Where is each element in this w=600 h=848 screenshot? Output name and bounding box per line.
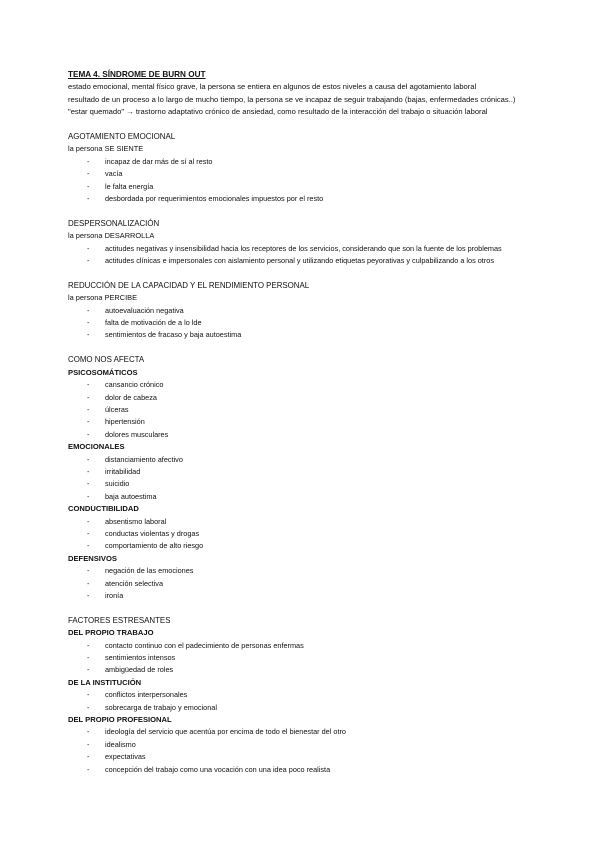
list-item-text: idealismo bbox=[105, 739, 136, 749]
list-item-text: atención selectiva bbox=[105, 578, 164, 588]
list-item bbox=[68, 739, 568, 751]
list-item-text: hipertensión bbox=[105, 417, 145, 427]
list-item bbox=[68, 689, 568, 701]
dash-bullet: - bbox=[87, 491, 90, 501]
group-label: DE LA INSTITUCIÓN bbox=[68, 677, 142, 687]
group-label: CONDUCTIBILIDAD bbox=[68, 504, 139, 514]
list-item-text: úlceras bbox=[105, 404, 129, 414]
dash-bullet: - bbox=[87, 243, 90, 253]
list-item-text: autoevaluación negativa bbox=[105, 305, 184, 315]
dash-bullet: - bbox=[87, 454, 90, 464]
list-item bbox=[68, 466, 568, 478]
list-item-text: baja autoestima bbox=[105, 491, 157, 501]
list-item bbox=[68, 168, 568, 180]
group-label: EMOCIONALES bbox=[68, 442, 125, 452]
list-item-text: actitudes negativas y insensibilidad hacia los receptores de los servicios, considerando que son la fuente de los problemas bbox=[105, 243, 502, 253]
list-item bbox=[68, 193, 568, 205]
dash-bullet: - bbox=[87, 318, 90, 328]
list-item-text: ironía bbox=[105, 591, 124, 600]
list-item bbox=[68, 764, 568, 776]
list-item-text: desbordada por requerimientos emocionales impuestos por el resto bbox=[105, 194, 324, 204]
list-item bbox=[68, 317, 568, 329]
dash-bullet: - bbox=[87, 466, 90, 476]
dash-bullet: - bbox=[87, 665, 90, 675]
intro-line: resultado de un proceso a lo largo de mucho tiempo, la persona se ve incapaz de seguir trabajando (bajas, enfermedades crónicas..) bbox=[68, 94, 516, 104]
dash-bullet: - bbox=[87, 727, 90, 737]
list-item bbox=[68, 751, 568, 763]
list-item-text: contacto continuo con el padecimiento de personas enfermas bbox=[105, 640, 304, 650]
list-item bbox=[68, 156, 568, 168]
list-item-text: conflictos interpersonales bbox=[105, 690, 188, 700]
list-item bbox=[68, 379, 568, 391]
section-heading: COMO NOS AFECTA bbox=[68, 355, 145, 365]
list-item bbox=[68, 590, 568, 602]
group-label: DEFENSIVOS bbox=[68, 553, 117, 563]
list-item-text: conductas violentas y drogas bbox=[105, 528, 200, 538]
dash-bullet: - bbox=[87, 181, 90, 191]
document-title: TEMA 4. SÍNDROME DE BURN OUT bbox=[68, 70, 206, 79]
section-lead: la persona DESARROLLA bbox=[68, 231, 155, 241]
list-item-text: cansancio crónico bbox=[105, 380, 164, 390]
list-item-text: sentimientos intensos bbox=[105, 653, 176, 663]
section-lead: la persona PERCIBE bbox=[68, 293, 138, 303]
dash-bullet: - bbox=[87, 578, 90, 588]
list-item bbox=[68, 305, 568, 317]
bullet-list bbox=[68, 156, 568, 206]
list-item bbox=[68, 540, 568, 552]
list-item bbox=[68, 429, 568, 441]
bullet-list bbox=[68, 726, 568, 776]
dash-bullet: - bbox=[87, 156, 90, 166]
list-item bbox=[68, 392, 568, 404]
dash-bullet: - bbox=[87, 690, 90, 700]
list-item-text: sentimientos de fracaso y baja autoestima bbox=[105, 330, 242, 340]
list-item bbox=[68, 404, 568, 416]
list-item-text: le falta energía bbox=[105, 181, 154, 191]
list-item bbox=[68, 478, 568, 490]
dash-bullet: - bbox=[87, 739, 90, 749]
dash-bullet: - bbox=[87, 194, 90, 204]
intro-line: estado emocional, mental físico grave, la persona se entiera en algunos de estos niveles a causa del agotamiento laboral bbox=[68, 82, 477, 92]
dash-bullet: - bbox=[87, 516, 90, 526]
dash-bullet: - bbox=[87, 528, 90, 538]
list-item-text: dolores musculares bbox=[105, 429, 169, 439]
dash-bullet: - bbox=[87, 479, 90, 489]
bullet-list bbox=[68, 305, 568, 342]
list-item-text: falta de motivación de a lo lde bbox=[105, 318, 202, 328]
bullet-list bbox=[68, 379, 568, 441]
list-item bbox=[68, 491, 568, 503]
list-item bbox=[68, 726, 568, 738]
list-item-text: sobrecarga de trabajo y emocional bbox=[105, 702, 217, 712]
list-item-text: distanciamiento afectivo bbox=[105, 454, 183, 464]
intro-line: "estar quemado" → trastorno adaptativo crónico de ansiedad, como resultado de la interacción del trabajo o situación laboral bbox=[68, 107, 488, 117]
list-item-text: concepción del trabajo como una vocación con una idea poco realista bbox=[105, 764, 331, 774]
group-label: DEL PROPIO PROFESIONAL bbox=[68, 715, 172, 725]
dash-bullet: - bbox=[87, 764, 90, 774]
dash-bullet: - bbox=[87, 702, 90, 712]
section-heading: REDUCCIÓN DE LA CAPACIDAD Y EL RENDIMIENTO PERSONAL bbox=[68, 280, 310, 290]
dash-bullet: - bbox=[87, 591, 90, 600]
list-item bbox=[68, 243, 568, 255]
section-heading: FACTORES ESTRESANTES bbox=[68, 615, 171, 625]
bullet-list bbox=[68, 516, 568, 553]
list-item bbox=[68, 528, 568, 540]
dash-bullet: - bbox=[87, 169, 90, 179]
dash-bullet: - bbox=[87, 541, 90, 551]
list-item-text: dolor de cabeza bbox=[105, 392, 157, 402]
dash-bullet: - bbox=[87, 640, 90, 650]
bullet-list bbox=[68, 640, 568, 677]
list-item-text: absentismo laboral bbox=[105, 516, 167, 526]
list-item-text: negación de las emociones bbox=[105, 566, 194, 576]
group-label: PSICOSOMÁTICOS bbox=[68, 367, 138, 377]
dash-bullet: - bbox=[87, 752, 90, 762]
dash-bullet: - bbox=[87, 392, 90, 402]
list-item bbox=[68, 640, 568, 652]
list-item bbox=[68, 454, 568, 466]
list-item bbox=[68, 516, 568, 528]
list-item bbox=[68, 664, 568, 676]
dash-bullet: - bbox=[87, 330, 90, 340]
bullet-list bbox=[68, 689, 568, 714]
dash-bullet: - bbox=[87, 404, 90, 414]
dash-bullet: - bbox=[87, 256, 90, 266]
list-item bbox=[68, 181, 568, 193]
list-item-text: comportamiento de alto riesgo bbox=[105, 541, 204, 551]
dash-bullet: - bbox=[87, 305, 90, 315]
list-item bbox=[68, 578, 568, 590]
dash-bullet: - bbox=[87, 429, 90, 439]
list-item bbox=[68, 255, 568, 267]
dash-bullet: - bbox=[87, 653, 90, 663]
section-heading: DESPERSONALIZACIÓN bbox=[68, 218, 160, 228]
list-item-text: ambigüedad de roles bbox=[105, 665, 174, 675]
list-item-text: expectativas bbox=[105, 752, 146, 762]
list-item-text: incapaz de dar más de sí al resto bbox=[105, 156, 213, 166]
dash-bullet: - bbox=[87, 380, 90, 390]
list-item-text: vacía bbox=[105, 169, 123, 179]
list-item-text: actitudes clínicas e impersonales con aislamiento personal y utilizando etiquetas peyorativas y culpabilizando a los otros bbox=[105, 256, 494, 266]
bullet-list bbox=[68, 565, 568, 602]
list-item-text: ideología del servicio que acentúa por encima de todo el bienestar del otro bbox=[105, 727, 346, 737]
list-item bbox=[68, 329, 568, 341]
bullet-list bbox=[68, 454, 568, 504]
dash-bullet: - bbox=[87, 417, 90, 427]
section-heading: AGOTAMIENTO EMOCIONAL bbox=[68, 132, 176, 142]
group-label: DEL PROPIO TRABAJO bbox=[68, 628, 154, 638]
list-item bbox=[68, 652, 568, 664]
list-item-text: irritabilidad bbox=[105, 466, 141, 476]
dash-bullet: - bbox=[87, 566, 90, 576]
bullet-list bbox=[68, 243, 568, 268]
list-item bbox=[68, 416, 568, 428]
section-lead: la persona SE SIENTE bbox=[68, 144, 144, 154]
list-item-text: suicidio bbox=[105, 479, 130, 489]
list-item bbox=[68, 565, 568, 577]
list-item bbox=[68, 702, 568, 714]
document-page bbox=[68, 69, 568, 776]
